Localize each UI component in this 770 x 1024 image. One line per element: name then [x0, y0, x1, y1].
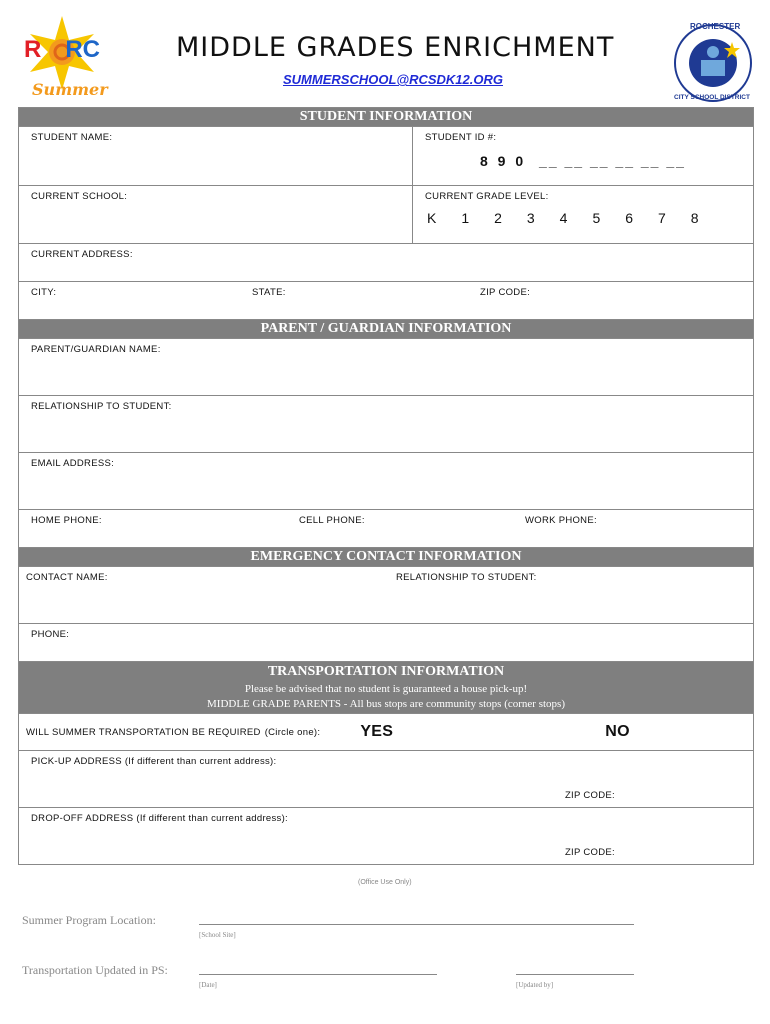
school-site-caption: [School Site]	[199, 931, 236, 939]
parent-name-field[interactable]	[19, 339, 753, 395]
transport-note-2: MIDDLE GRADE PARENTS - All bus stops are community stops (corner stops)	[207, 698, 565, 710]
dropoff-zip-label: ZIP CODE:	[564, 847, 615, 858]
cell-phone-label: CELL PHONE:	[299, 515, 365, 526]
grade-option[interactable]: 7	[658, 210, 667, 226]
date-caption: [Date]	[199, 981, 217, 989]
school-site-line[interactable]	[199, 924, 634, 925]
city-label: CITY:	[31, 287, 57, 298]
grade-option[interactable]: 5	[592, 210, 601, 226]
office-use-note: (Office Use Only)	[358, 879, 412, 886]
yes-option[interactable]: YES	[360, 723, 394, 740]
current-address-field[interactable]	[19, 244, 753, 281]
grade-option[interactable]: 4	[559, 210, 568, 226]
parent-section-heading: PARENT / GUARDIAN INFORMATION	[19, 320, 753, 339]
updated-by-caption: [Updated by]	[516, 981, 554, 989]
enrollment-form	[18, 107, 754, 865]
grade-option[interactable]: 1	[461, 210, 470, 226]
parent-email-label: EMAIL ADDRESS:	[31, 458, 115, 469]
contact-relationship-label: RELATIONSHIP TO STUDENT:	[396, 572, 537, 583]
student-id-label: STUDENT ID #:	[425, 132, 497, 143]
dropoff-address-field[interactable]	[19, 808, 753, 864]
roc-logo-text: RC	[65, 36, 100, 63]
grade-level-label: CURRENT GRADE LEVEL:	[425, 191, 549, 202]
grade-option[interactable]: K	[427, 210, 437, 226]
grade-option[interactable]: 3	[526, 210, 535, 226]
parent-email-field[interactable]	[19, 453, 753, 509]
contact-relationship-field[interactable]	[384, 567, 753, 623]
student-id-prefix: 8 9 0	[480, 153, 527, 169]
parent-relationship-field[interactable]	[19, 396, 753, 452]
state-field[interactable]	[240, 282, 468, 319]
no-option[interactable]: NO	[605, 723, 630, 740]
email-link[interactable]: SUMMERSCHOOL@RCSDK12.ORG	[283, 72, 503, 87]
current-school-label: CURRENT SCHOOL:	[31, 191, 128, 202]
roc-logo-letters: R RC	[24, 36, 100, 63]
contact-phone-field[interactable]	[19, 624, 753, 661]
home-phone-label: HOME PHONE:	[31, 515, 102, 526]
student-id-field[interactable]	[412, 127, 753, 185]
student-id-blanks: __ __ __ __ __ __	[539, 153, 686, 169]
pickup-address-field[interactable]	[19, 751, 753, 807]
roc-summer-logo	[22, 14, 108, 100]
dropoff-address-label: DROP-OFF ADDRESS (If different than current address):	[31, 813, 288, 824]
parent-relationship-label: RELATIONSHIP TO STUDENT:	[31, 401, 172, 412]
city-field[interactable]	[19, 282, 240, 319]
transport-required-label: WILL SUMMER TRANSPORTATION BE REQUIRED	[26, 726, 261, 738]
district-ring-text: CITY SCHOOL DISTRICT	[674, 94, 750, 101]
circle-one-label: (Circle one):	[264, 726, 321, 738]
grade-option[interactable]: 2	[494, 210, 503, 226]
student-name-label: STUDENT NAME:	[31, 132, 113, 143]
updated-by-line[interactable]	[516, 974, 634, 975]
state-label: STATE:	[252, 287, 286, 298]
page-title: MIDDLE GRADES ENRICHMENT	[176, 32, 615, 63]
pickup-zip-label: ZIP CODE:	[564, 790, 615, 801]
transport-updated-label: Transportation Updated in PS:	[22, 963, 168, 977]
summer-text: Summer	[32, 80, 108, 99]
transport-note-1: Please be advised that no student is guaranteed a house pick-up!	[244, 683, 528, 695]
current-school-field[interactable]	[19, 186, 412, 243]
work-phone-field[interactable]	[513, 510, 753, 547]
zip-code-field[interactable]	[468, 282, 753, 319]
work-phone-label: WORK PHONE:	[525, 515, 597, 526]
emergency-section-heading: EMERGENCY CONTACT INFORMATION	[19, 548, 753, 567]
parent-name-label: PARENT/GUARDIAN NAME:	[31, 344, 161, 355]
student-section-heading: STUDENT INFORMATION	[19, 108, 753, 127]
contact-name-label: CONTACT NAME:	[26, 572, 108, 583]
grade-level-field	[412, 186, 753, 243]
contact-name-field[interactable]	[19, 567, 384, 623]
summer-location-label: Summer Program Location:	[22, 913, 156, 927]
cell-phone-field[interactable]	[287, 510, 513, 547]
date-line[interactable]	[199, 974, 437, 975]
contact-phone-label: PHONE:	[31, 629, 70, 640]
student-name-field[interactable]	[19, 127, 412, 185]
transport-section-heading	[19, 662, 753, 714]
grade-option[interactable]: 6	[625, 210, 634, 226]
current-address-label: CURRENT ADDRESS:	[31, 249, 133, 260]
transport-required-row	[19, 718, 753, 746]
rochester-district-logo	[672, 22, 754, 104]
grade-option[interactable]: 8	[690, 210, 699, 226]
transport-heading: TRANSPORTATION INFORMATION	[267, 664, 505, 679]
rochester-logo-text: ROCHESTER	[690, 22, 741, 31]
pickup-address-label: PICK-UP ADDRESS (If different than current address):	[31, 756, 277, 767]
zip-code-label: ZIP CODE:	[480, 287, 531, 298]
home-phone-field[interactable]	[19, 510, 287, 547]
